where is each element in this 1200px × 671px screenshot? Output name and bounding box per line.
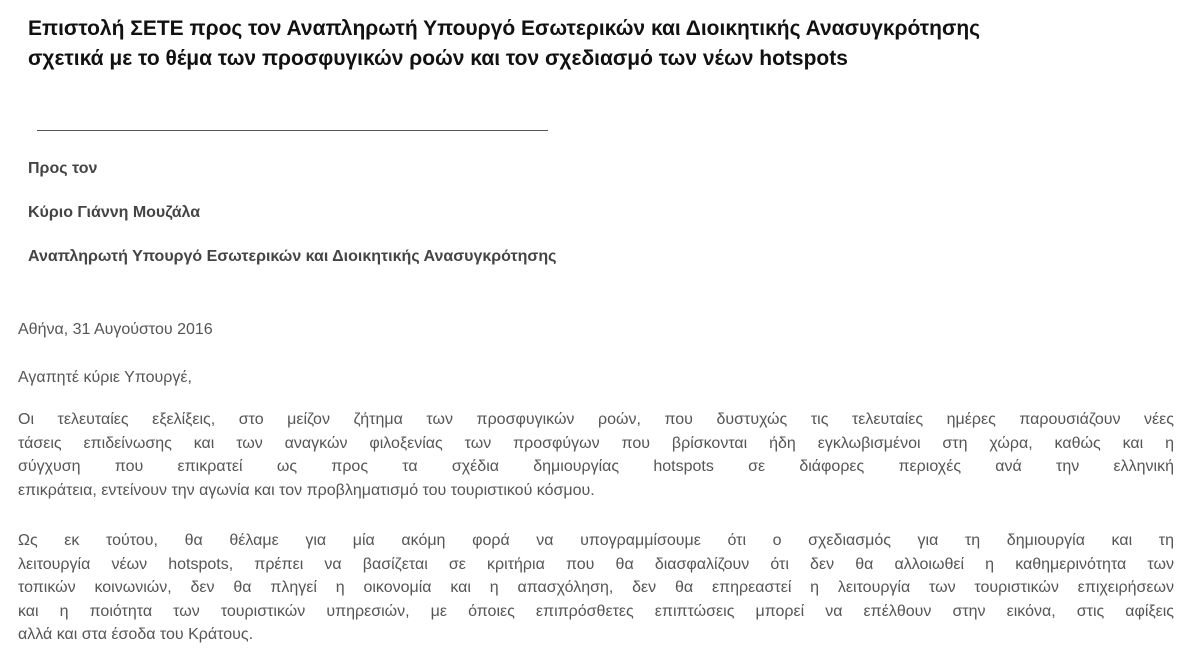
addressee-to: Προς τον — [28, 160, 98, 177]
separator-line — [37, 130, 548, 131]
addressee-name: Κύριο Γιάννη Μουζάλα — [28, 204, 201, 221]
body-paragraph — [18, 529, 1174, 647]
paragraph-line: τάσεις επιδείνωσης και των αναγκών φιλοξενίας των προσφύγων που βρίσκονται ήδη εγκλωβισμένοι στη χώρα, καθώς και η — [18, 434, 1174, 452]
document-title — [28, 14, 1178, 74]
paragraph-line: επικράτεια, εντείνουν την αγωνία και τον προβληματισμό του τουριστικού κόσμου. — [18, 481, 595, 499]
title-line: σχετικά με το θέμα των προσφυγικών ροών και τον σχεδιασμό των νέων hotspots — [28, 47, 848, 70]
paragraph-line: Ως εκ τούτου, θα θέλαμε για μία ακόμη φορά να υπογραμμίσουμε ότι ο σχεδιασμός για τη δημιουργία και τη — [18, 532, 1174, 549]
paragraph-line: τοπικών κοινωνιών, δεν θα πληγεί η οικονομία και η απασχόληση, δεν θα επηρεαστεί η λειτουργία των τουριστικών επιχειρήσεων — [18, 579, 1174, 596]
paragraph-line: λειτουργία νέων hotspots, πρέπει να βασίζεται σε κριτήρια που θα διασφαλίζουν ότι δεν θα αλλοιωθεί η καθημερινότητα των — [18, 555, 1174, 573]
paragraph-line: σύγχυση που επικρατεί ως προς τα σχέδια δημιουργίας hotspots σε διάφορες περιοχές ανά την ελληνική — [18, 458, 1174, 475]
paragraph-line: Οι τελευταίες εξελίξεις, στο μείζον ζήτημα των προσφυγικών ροών, που δυστυχώς τις τελευταίες ημέρες παρουσιάζουν νέες — [18, 411, 1174, 428]
letter-date: Αθήνα, 31 Αυγούστου 2016 — [18, 321, 213, 338]
title-line: Επιστολή ΣΕΤΕ προς τον Αναπληρωτή Υπουργό Εσωτερικών και Διοικητικής Ανασυγκρότησης — [28, 17, 981, 40]
paragraph-line: και η ποιότητα των τουριστικών υπηρεσιών, με όποιες επιπρόσθετες επιπτώσεις μπορεί να επέλθουν στην εικόνα, στις αφίξεις — [18, 602, 1174, 620]
paragraph-line: αλλά και στα έσοδα του Κράτους. — [18, 626, 254, 643]
letter-greeting: Αγαπητέ κύριε Υπουργέ, — [18, 369, 192, 386]
addressee-position: Αναπληρωτή Υπουργό Εσωτερικών και Διοικητικής Ανασυγκρότησης — [28, 248, 557, 265]
body-paragraph — [18, 408, 1174, 502]
